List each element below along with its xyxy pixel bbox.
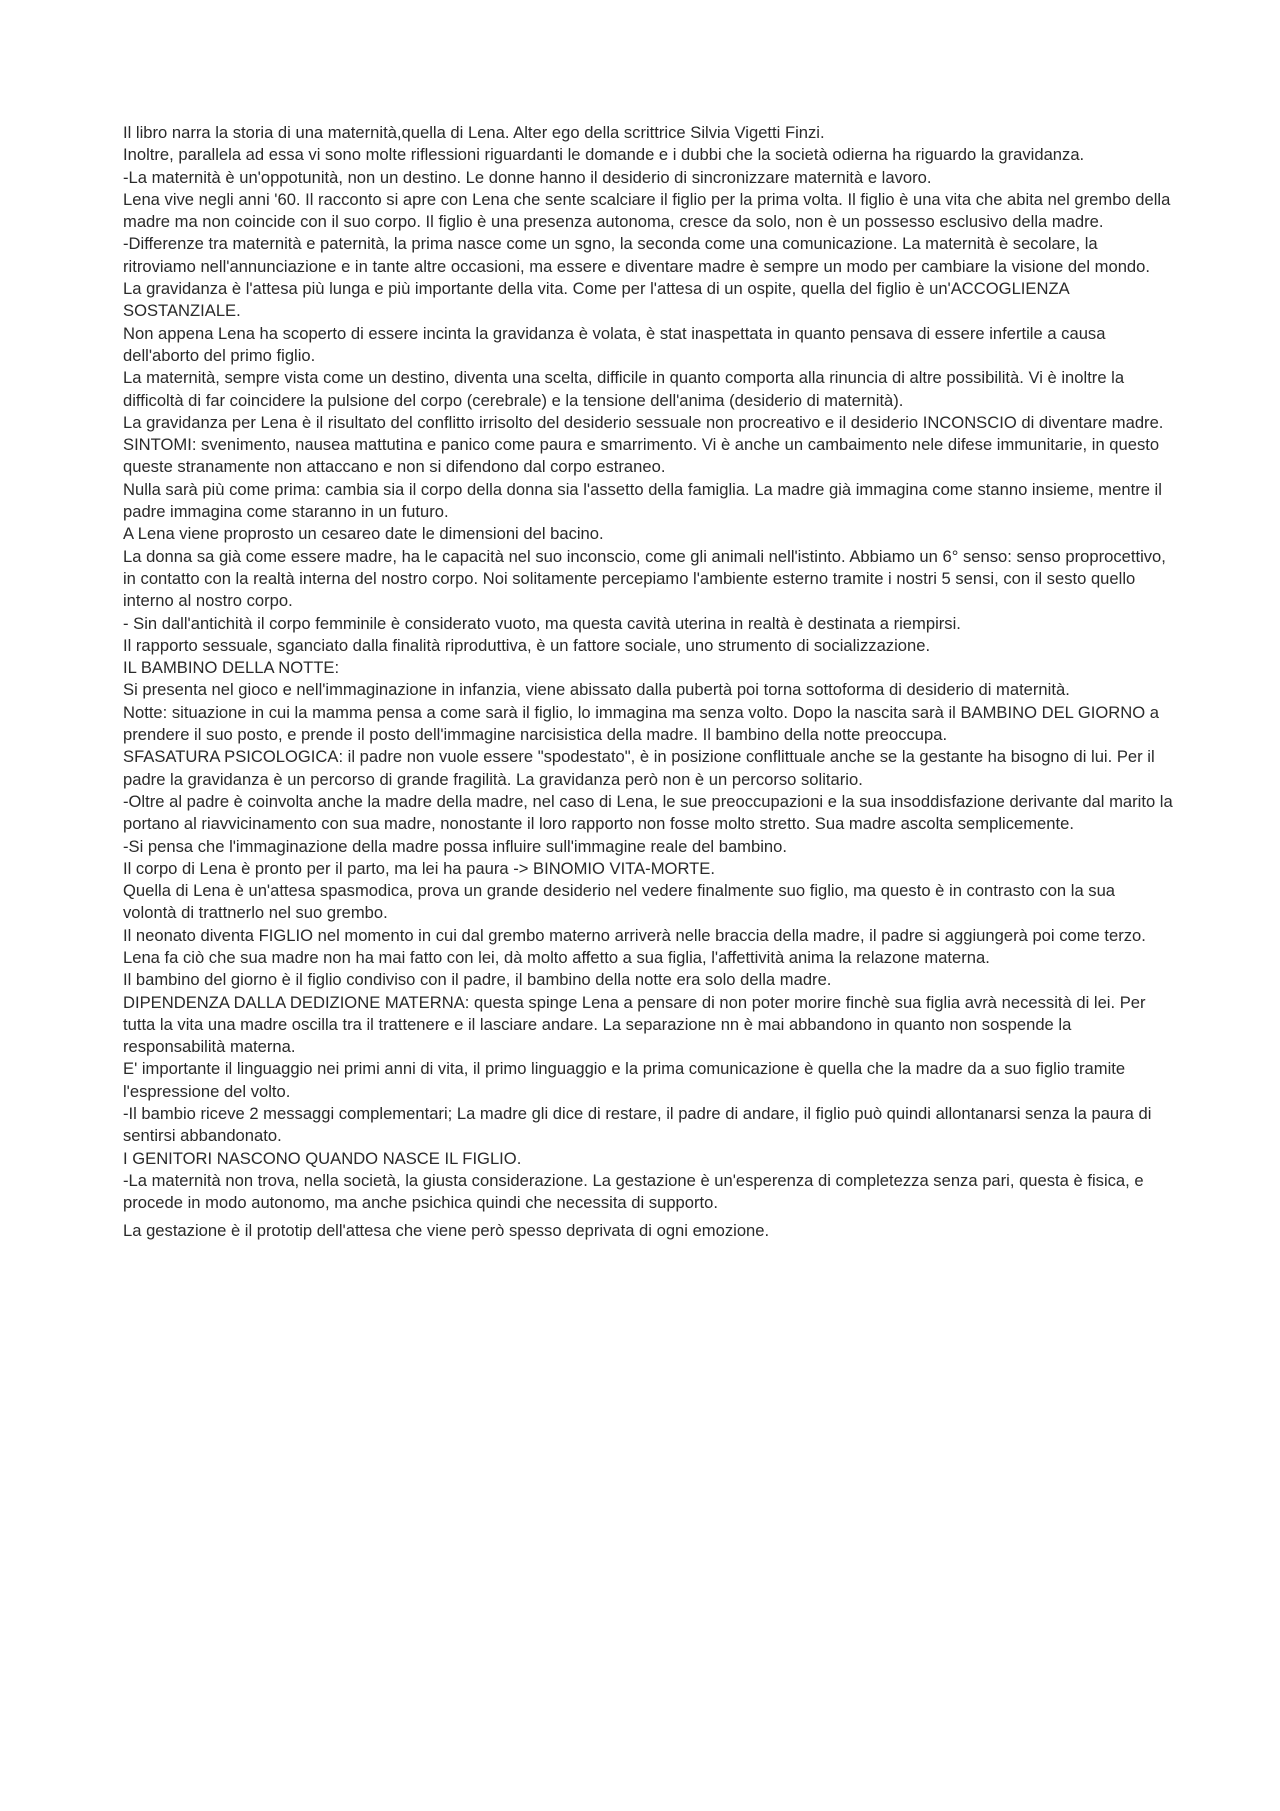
- paragraph: Quella di Lena è un'attesa spasmodica, prova un grande desiderio nel vedere finalmente suo figlio, ma questo è in contrasto con la sua volontà di trattnerlo nel suo grembo.: [123, 881, 1116, 923]
- paragraph: Il corpo di Lena è pronto per il parto, ma lei ha paura -> BINOMIO VITA-MORTE.: [123, 858, 715, 878]
- paragraph: -La maternità non trova, nella società, la giusta considerazione. La gestazione è un'esperenza di completezza senza pari, questa è fisica, e procede in modo autonomo, ma anche psichica quindi che necessita di supporto.: [123, 1170, 1144, 1213]
- paragraph: Non appena Lena ha scoperto di essere incinta la gravidanza è volata, è stat inaspettata in quanto pensava di essere infertile a causa dell'aborto del primo figlio.: [123, 323, 1106, 365]
- document-body: [123, 122, 1173, 1242]
- paragraph: E' importante il linguaggio nei primi anni di vita, il primo linguaggio e la prima comunicazione è quella che la madre da a suo figlio tramite l'espressione del volto.: [123, 1059, 1126, 1101]
- paragraph: DIPENDENZA DALLA DEDIZIONE MATERNA: questa spinge Lena a pensare di non poter morire finchè sua figlia avrà necessità di lei. Per tutta la vita una madre oscilla tra il trattenere e il lasciare andare. La separazione nn è mai abbandono in quanto non sospende la responsabilità materna.: [123, 992, 1146, 1057]
- paragraph: Lena vive negli anni '60. Il racconto si apre con Lena che sente scalciare il figlio per la prima volta. Il figlio è una vita che abita nel grembo della madre ma non coincide con il suo corpo. Il figlio è una presenza autonoma, cresce da solo, non è un possesso esclusivo della madre.: [123, 189, 1171, 232]
- paragraph: La gravidanza per Lena è il risultato del conflitto irrisolto del desiderio sessuale non procreativo e il desiderio INCONSCIO di diventare madre.: [123, 412, 1164, 432]
- paragraph: -Oltre al padre è coinvolta anche la madre della madre, nel caso di Lena, le sue preoccupazioni e la sua insoddisfazione derivante dal marito la portano al riavvicinamento con sua madre, nonostante il loro rapporto non fosse molto stretto. Sua madre ascolta semplicemente.: [123, 791, 1173, 834]
- paragraph: A Lena viene proprosto un cesareo date le dimensioni del bacino.: [123, 524, 604, 544]
- paragraph: Nulla sarà più come prima: cambia sia il corpo della donna sia l'assetto della famiglia. La madre già immagina come stanno insieme, mentre il padre immagina come staranno in un futuro.: [123, 479, 1162, 522]
- paragraph: -Si pensa che l'immaginazione della madre possa influire sull'immagine reale del bambino.: [123, 836, 787, 856]
- paragraph: SINTOMI: svenimento, nausea mattutina e panico come paura e smarrimento. Vi è anche un cambaimento nele difese immunitarie, in questo queste stranamente non attaccano e non si difendono dal corpo estraneo.: [123, 435, 1160, 477]
- paragraph: -La maternità è un'oppotunità, non un destino. Le donne hanno il desiderio di sincronizzare maternità e lavoro.: [123, 167, 932, 187]
- paragraph: La gestazione è il prototip dell'attesa che viene però spesso deprivata di ogni emozione.: [123, 1220, 770, 1240]
- paragraph: Inoltre, parallela ad essa vi sono molte riflessioni riguardanti le domande e i dubbi che la società odierna ha riguardo la gravidanza.: [123, 145, 1085, 165]
- paragraph: Lena fa ciò che sua madre non ha mai fatto con lei, dà molto affetto a sua figlia, l'affettività anima la relazone materna.: [123, 947, 990, 967]
- section-heading: I GENITORI NASCONO QUANDO NASCE IL FIGLIO.: [123, 1148, 522, 1168]
- paragraph: SFASATURA PSICOLOGICA: il padre non vuole essere "spodestato", è in posizione conflittuale anche se la gestante ha bisogno di lui. Per il padre la gravidanza è un percorso di grande fragilità. La gravidanza però non è un percorso solitario.: [123, 747, 1155, 789]
- paragraph: La gravidanza è l'attesa più lunga e più importante della vita. Come per l'attesa di un ospite, quella del figlio è un'ACCOGLIENZA SOSTANZIALE.: [123, 279, 1069, 321]
- paragraph: Il libro narra la storia di una maternità,quella di Lena. Alter ego della scrittrice Silvia Vigetti Finzi.: [123, 123, 825, 142]
- paragraph: -Il bambio riceve 2 messaggi complementari; La madre gli dice di restare, il padre di andare, il figlio può quindi allontanarsi senza la paura di sentirsi abbandonato.: [123, 1104, 1152, 1146]
- paragraph: Il bambino del giorno è il figlio condiviso con il padre, il bambino della notte era solo della madre.: [123, 970, 832, 990]
- paragraph: -Differenze tra maternità e paternità, la prima nasce come un sgno, la seconda come una comunicazione. La maternità è secolare, la ritroviamo nell'annunciazione e in tante altre occasioni, ma essere e diventare madre è sempre un modo per cambiare la visione del mondo.: [123, 234, 1150, 276]
- paragraph: La donna sa già come essere madre, ha le capacità nel suo inconscio, come gli animali nell'istinto. Abbiamo un 6° senso: senso proprocettivo, in contatto con la realtà interna del nostro corpo. Noi solitamente percepiamo l'ambiente esterno tramite i nostri 5 sensi, con il sesto quello interno al nostro corpo.: [123, 546, 1166, 611]
- paragraph: Notte: situazione in cui la mamma pensa a come sarà il figlio, lo immagina ma senza volto. Dopo la nascita sarà il BAMBINO DEL GIORNO a prendere il suo posto, e prende il posto dell'immagine narcisistica della madre. Il bambino della notte preoccupa.: [123, 702, 1159, 745]
- paragraph: La maternità, sempre vista come un destino, diventa una scelta, difficile in quanto comporta alla rinuncia di altre possibilità. Vi è inoltre la difficoltà di far coincidere la pulsione del corpo (cerebrale) e la tensione dell'anima (desiderio di maternità).: [123, 368, 1125, 410]
- paragraph: Il neonato diventa FIGLIO nel momento in cui dal grembo materno arriverà nelle braccia della madre, il padre si aggiungerà poi come terzo.: [123, 925, 1146, 945]
- paragraph: Il rapporto sessuale, sganciato dalla finalità riproduttiva, è un fattore sociale, uno strumento di socializzazione.: [123, 635, 931, 655]
- paragraph: Si presenta nel gioco e nell'immaginazione in infanzia, viene abissato dalla pubertà poi torna sottoforma di desiderio di maternità.: [123, 680, 1070, 700]
- section-heading: IL BAMBINO DELLA NOTTE:: [123, 658, 340, 678]
- paragraph: - Sin dall'antichità il corpo femminile è considerato vuoto, ma questa cavità uterina in realtà è destinata a riempirsi.: [123, 613, 961, 633]
